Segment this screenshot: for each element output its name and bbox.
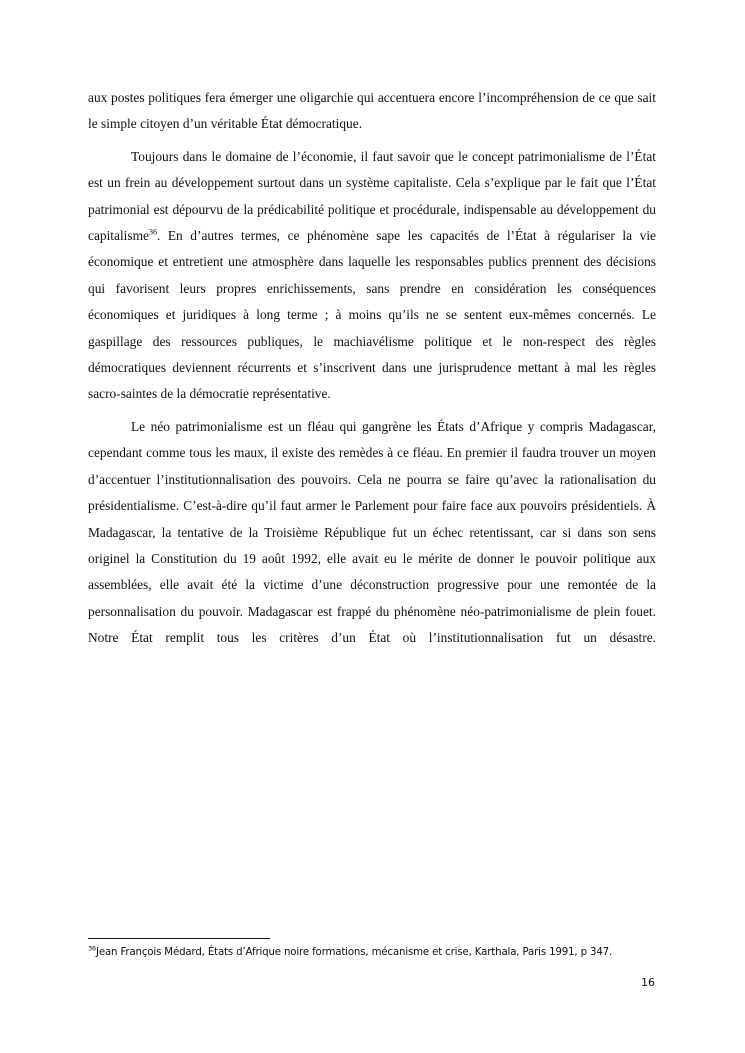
- footnote-reference[interactable]: 36: [148, 227, 157, 237]
- footnote-text: Jean François Médard, États d’Afrique noire formations, mécanisme et crise, Karthala, Paris 1991, p 347.: [95, 947, 613, 958]
- paragraph-text-before-note: Toujours dans le domaine de l’économie, il faut savoir que le concept patrimonialisme de l’État est un frein au développement surtout dans un système capitaliste. Cela s’explique par le fait que l’État patrimonial est dépourvu de la prédicabilité politique et procédurale, indispensable au développement du capitalisme: [88, 148, 656, 244]
- footnote-separator: [88, 938, 270, 939]
- paragraph-continuation: aux postes politiques fera émerger une oligarchie qui accentuera encore l’incompréhension de ce que sait le simple citoyen d’un véritable État démocratique.: [88, 90, 656, 132]
- paragraph-text-after-note: . En d’autres termes, ce phénomène sape les capacités de l’État à régulariser la vie économique et entretient une atmosphère dans laquelle les responsables publics prennent des décisions qui favorisent leurs propres enrichissements, sans prendre en considération les conséquences économiques et juridiques à long terme ; à moins qu’ils ne se sentent eux-mêmes concernés. Le gaspillage des ressources publiques, le machiavélisme politique et le non-respect des règles démocratiques deviennent récurrents et s’inscrivent dans une jurisprudence mettant à mal les règles sacro-saintes de la démocratie représentative.: [88, 228, 656, 402]
- footnote: [88, 946, 688, 960]
- page-number: 16: [641, 976, 655, 989]
- paragraph-neo-patrimonialisme: Le néo patrimonialisme est un fléau qui gangrène les États d’Afrique y compris Madagascar, cependant comme tous les maux, il existe des remèdes à ce fléau. En premier il faudra trouver un moyen d’accentuer l’institutionnalisation des pouvoirs. Cela ne pourra se faire qu’avec la rationalisation du présidentialisme. C’est-à-dire qu’il faut armer le Parlement pour faire face aux pouvoirs présidentiels. À Madagascar, la tentative de la Troisième République fut un échec retentissant, car si dans son sens originel la Constitution du 19 août 1992, elle avait eu le mérite de donner le pouvoir politique aux assemblées, elle avait été la victime d’une déconstruction progressive pour une remontée de la personnalisation du pouvoir. Madagascar est frappé du phénomène néo-patrimonialisme de plein fouet. Notre État remplit tous les critères d’un État où l’institutionnalisation fut un désastre.: [88, 418, 656, 646]
- paragraph-patrimonialisme: [88, 144, 656, 408]
- footnote-number: 36: [88, 944, 96, 953]
- body-text: [88, 85, 656, 658]
